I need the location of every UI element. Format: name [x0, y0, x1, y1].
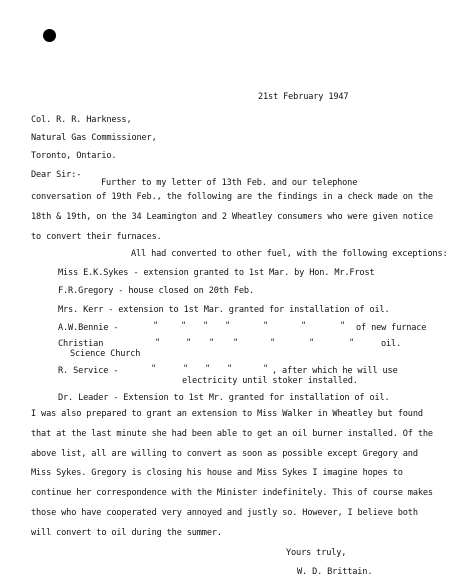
recipient-city: Toronto, Ontario.: [31, 151, 117, 161]
exception-service-name: R. Service -: [58, 366, 119, 376]
ditto-mark: ": [309, 338, 315, 348]
punch-hole: [43, 29, 56, 42]
exception-kerr: Mrs. Kerr - extension to 1st Mar. granted for installation of oil.: [58, 305, 390, 315]
ditto-mark: ": [153, 321, 159, 331]
ditto-mark: ": [225, 321, 231, 331]
signature-name: W. D. Brittain.: [297, 567, 373, 577]
exception-sykes: Miss E.K.Sykes - extension granted to 1st Mar. by Hon. Mr.Frost: [58, 268, 375, 278]
ditto-mark: ": [155, 338, 161, 348]
ditto-mark: ": [263, 321, 269, 331]
exception-church-name-1: Christian: [58, 339, 104, 349]
ditto-mark: ": [340, 321, 346, 331]
recipient-name: Col. R. R. Harkness,: [31, 115, 132, 125]
closing: Yours truly,: [286, 548, 347, 558]
ditto-mark: ": [227, 364, 233, 374]
exception-bennie-name: A.W.Bennie -: [58, 323, 119, 333]
exception-service-tail-1: , after which he will use: [272, 366, 398, 376]
recipient-title: Natural Gas Commissioner,: [31, 133, 157, 143]
letter-date: 21st February 1947: [258, 92, 349, 102]
ditto-mark: ": [270, 338, 276, 348]
ditto-mark: ": [233, 338, 239, 348]
paragraph-2: All had converted to other fuel, with the following exceptions:: [131, 249, 448, 259]
exception-church-name-2: Science Church: [70, 349, 141, 359]
ditto-mark: ": [301, 321, 307, 331]
ditto-mark: ": [186, 338, 192, 348]
exception-service-tail-2: electricity until stoker installed.: [182, 376, 358, 386]
ditto-mark: ": [263, 364, 269, 374]
ditto-mark: ": [183, 364, 189, 374]
paragraph-3: I was also prepared to grant an extension to Miss Walker in Wheatley but found that at the last minute she had been able to get an oil burner installed. Of the above list, all are willing to convert as soon as possible except Gregory and Miss Sykes. Gregory is closing his house and Miss Sykes I imagine hopes to continue her correspondence with the Minister indefinitely. This of course makes those who have cooperated very annoyed and justly so. However, I believe both will convert to oil during the summer.: [31, 409, 433, 538]
paragraph-1-body: conversation of 19th Feb., the following are the findings in a check made on the 18th & 19th, on the 34 Leamington and 2 Wheatley consumers who were given notice to convert their furnaces.: [31, 192, 433, 242]
ditto-mark: ": [151, 364, 157, 374]
ditto-mark: ": [181, 321, 187, 331]
exception-gregory: F.R.Gregory - house closed on 20th Feb.: [58, 286, 254, 296]
salutation: Dear Sir:-: [31, 170, 82, 180]
ditto-mark: ": [203, 321, 209, 331]
exception-bennie-tail: of new furnace: [356, 323, 427, 333]
exception-church-tail: oil.: [381, 339, 402, 349]
ditto-mark: ": [209, 338, 215, 348]
ditto-mark: ": [349, 338, 355, 348]
ditto-mark: ": [205, 364, 211, 374]
exception-leader: Dr. Leader - Extension to 1st Mr. granted for installation of oil.: [58, 393, 390, 403]
paragraph-1-first-line: Further to my letter of 13th Feb. and our telephone: [101, 178, 358, 188]
